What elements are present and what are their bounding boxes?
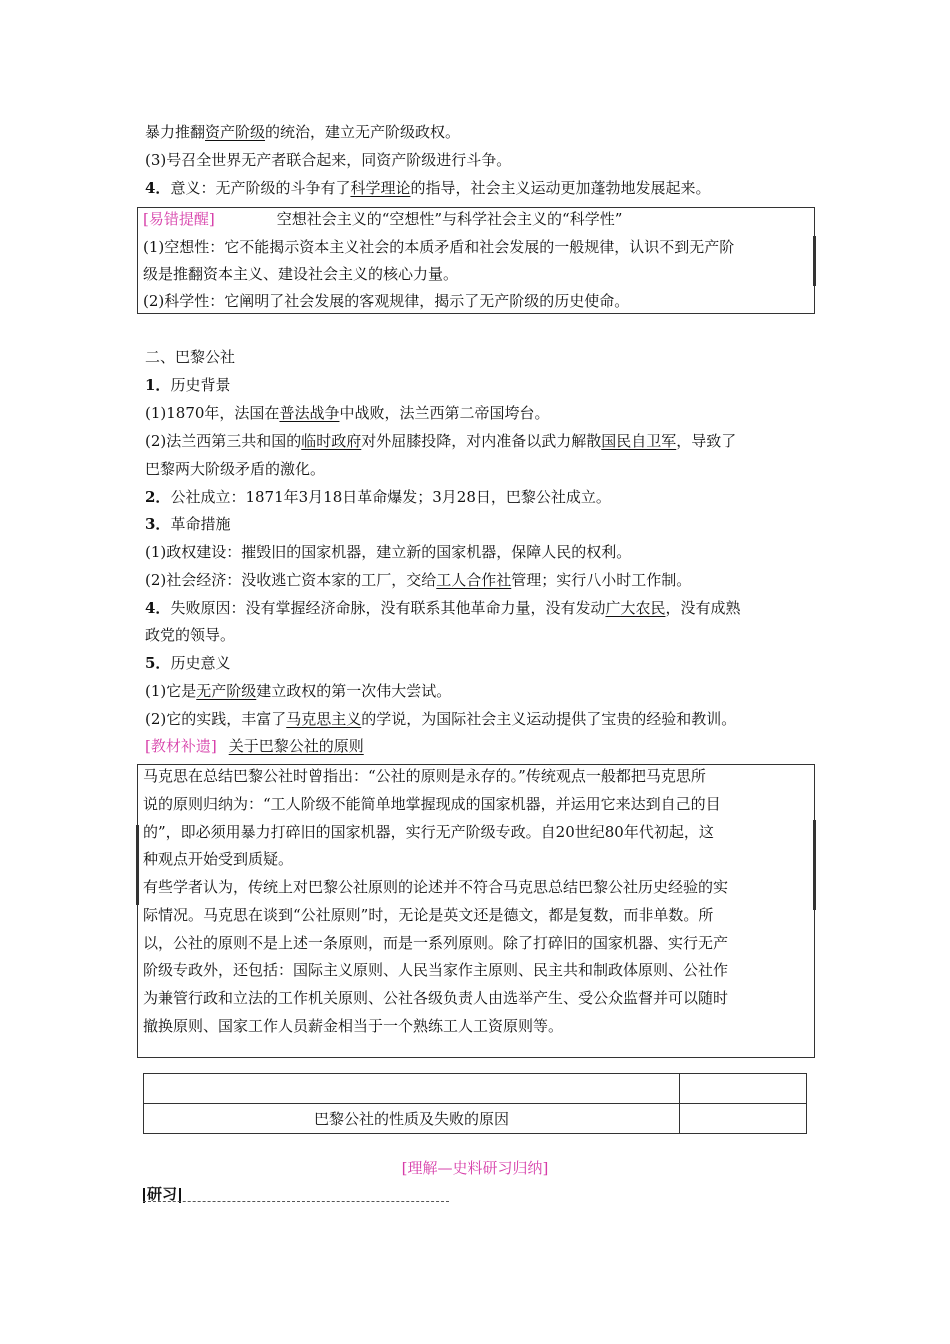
text: 的指导，社会主义运动更加蓬勃地发展起来。: [410, 179, 711, 197]
item-number: 5．: [145, 654, 171, 672]
supplement-line: 的”，即必须用暴力打碎旧的国家机器，实行无产阶级专政。自20世纪80年代初起，这: [143, 823, 714, 841]
item-number: 3．: [145, 515, 171, 533]
paragraph-line: [145, 708, 736, 730]
text: 的学说，为国际社会主义运动提供了宝贵的经验和教训。: [361, 710, 737, 728]
supplement-line: 马克思在总结巴黎公社时曾指出：“公社的原则是永存的。”传统观点一般都把马克思所: [143, 767, 706, 785]
underlined-term: 工人合作社: [436, 571, 512, 589]
paragraph-line: 巴黎两大阶级矛盾的激化。: [145, 460, 326, 478]
supplement-line: 际情况。马克思在谈到“公社原则”时，无论是英文还是德文，都是复数，而非单数。所: [143, 906, 714, 924]
subheading: [145, 652, 230, 674]
item-number: 1．: [145, 376, 171, 394]
tip-title: 空想社会主义的“空想性”与科学社会主义的“科学性”: [276, 210, 623, 228]
text: (1)1870年，法国在: [145, 404, 280, 422]
table-cell: 巴黎公社的性质及失败的原因: [144, 1104, 680, 1134]
supplement-line: 说的原则归纳为：“工人阶级不能简单地掌握现成的国家机器，并运用它来达到自己的目: [143, 795, 721, 813]
text: (2)它的实践，丰富了: [145, 710, 287, 728]
text: 失败原因：没有掌握经济命脉，没有联系其他革命力量，没有发动: [170, 599, 606, 617]
text: 对外屈膝投降，对内准备以武力解散: [361, 432, 602, 450]
underlined-term: 无产阶级: [196, 682, 257, 700]
section-heading: 二、巴黎公社: [145, 348, 236, 366]
tip-line: (2)科学性：它阐明了社会发展的客观规律，揭示了无产阶级的历史使命。: [143, 292, 630, 310]
text: (2)社会经济：没收逃亡资本家的工厂，交给: [145, 571, 437, 589]
text: 公社成立：1871年3月18日革命爆发；3月28日，巴黎公社成立。: [170, 488, 611, 506]
paragraph-line: [145, 680, 451, 702]
text: ，没有成熟: [665, 599, 741, 617]
item-number: 4．: [145, 599, 171, 617]
supplement-title: 关于巴黎公社的原则: [228, 737, 364, 755]
supplement-line: 种观点开始受到质疑。: [143, 850, 294, 868]
box-edge-mark: [813, 236, 816, 286]
subheading: [145, 513, 230, 535]
supplement-line: 撤换原则、国家工作人员薪金相当于一个熟练工人工资原则等。: [143, 1017, 564, 1035]
paragraph-line: [145, 430, 736, 452]
section-title: [理解—史料研习归纳]: [401, 1159, 549, 1177]
paragraph-line: [145, 121, 460, 143]
text: 历史意义: [170, 654, 231, 672]
summary-table: [143, 1073, 807, 1134]
paragraph-line: (1)政权建设：摧毁旧的国家机器，建立新的国家机器，保障人民的权利。: [145, 543, 632, 561]
paragraph-line: 政党的领导。: [145, 626, 236, 644]
underlined-term: 临时政府: [301, 432, 362, 450]
supplement-line: 为兼管行政和立法的工作机关原则、公社各级负责人由选举产生、受公众监督并可以随时: [143, 989, 729, 1007]
supplement-tag: [教材补遗]: [145, 737, 217, 755]
supplement-line: 以，公社的原则不是上述一条原则，而是一系列原则。除了打碎旧的国家机器、实行无产: [143, 934, 729, 952]
underlined-term: 资产阶级: [205, 123, 266, 141]
supplement-line: 阶级专政外，还包括：国际主义原则、人民当家作主原则、民主共和制政体原则、公社作: [143, 961, 729, 979]
table-cell: [680, 1074, 807, 1104]
text: 暴力推翻: [145, 123, 206, 141]
subheading: [145, 597, 740, 619]
text: 中战败，法兰西第二帝国垮台。: [339, 404, 550, 422]
table-cell: [680, 1104, 807, 1134]
underlined-term: 广大农民: [605, 599, 666, 617]
text: ，导致了: [676, 432, 737, 450]
box-edge-mark: [813, 820, 816, 910]
text: 历史背景: [170, 376, 231, 394]
text: 建立政权的第一次伟大尝试。: [256, 682, 452, 700]
tip-line: 级是推翻资本主义、建设社会主义的核心力量。: [143, 265, 459, 283]
text: 管理；实行八小时工作制。: [511, 571, 692, 589]
item-number: 4．: [145, 179, 171, 197]
tip-tag: [易错提醒]: [143, 210, 215, 228]
subheading: [145, 486, 611, 508]
text: 革命措施: [170, 515, 231, 533]
underlined-term: 科学理论: [350, 179, 411, 197]
table-cell: [144, 1074, 680, 1104]
paragraph-line: (3)号召全世界无产者联合起来，同资产阶级进行斗争。: [145, 151, 512, 169]
table-row: [144, 1074, 807, 1104]
subheading: [145, 374, 230, 396]
study-label-text: 研习: [147, 1185, 178, 1203]
table-row: [144, 1104, 807, 1134]
supplement-header: [145, 735, 364, 757]
box-edge-mark: [136, 825, 139, 905]
paragraph-line: [145, 177, 710, 199]
paragraph-line: [145, 402, 549, 424]
underlined-term: 马克思主义: [286, 710, 362, 728]
tip-header: [143, 208, 622, 230]
paragraph-line: [145, 569, 691, 591]
item-number: 2．: [145, 488, 171, 506]
text: (2)法兰西第三共和国的: [145, 432, 302, 450]
tip-line: (1)空想性：它不能揭示资本主义社会的本质矛盾和社会发展的一般规律，认识不到无产阶: [143, 238, 735, 256]
supplement-line: 有些学者认为，传统上对巴黎公社原则的论述并不符合马克思总结巴黎公社历史经验的实: [143, 878, 729, 896]
text: 意义：无产阶级的斗争有了: [170, 179, 351, 197]
text: (1)它是: [145, 682, 197, 700]
text: 的统治，建立无产阶级政权。: [265, 123, 461, 141]
underlined-term: 国民自卫军: [601, 432, 677, 450]
dashed-divider: [143, 1201, 449, 1202]
underlined-term: 普法战争: [279, 404, 340, 422]
